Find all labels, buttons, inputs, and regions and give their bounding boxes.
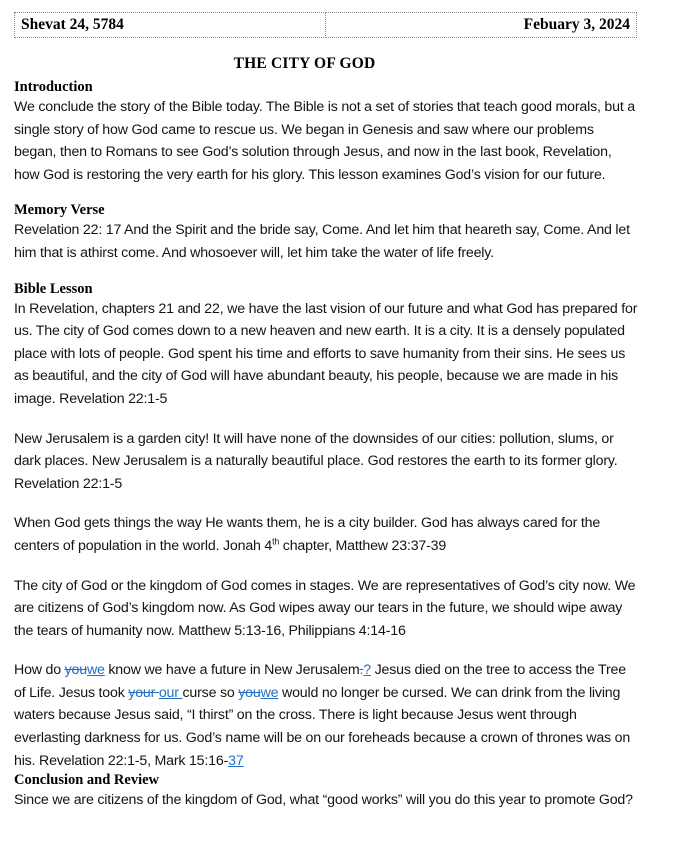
page-title: THE CITY OF GOD bbox=[233, 55, 376, 72]
tracked-insertion-2: ? bbox=[363, 662, 371, 679]
section-heading-memory-verse: Memory Verse bbox=[14, 202, 105, 219]
paragraph-memory-verse: Revelation 22: 17 And the Spirit and the bride say, Come. And let him that heareth say, Come. And let him that is athirst come. And whosoever will, let him take the water of life freely. bbox=[14, 222, 630, 261]
paragraph-bible-lesson-5 bbox=[14, 659, 639, 772]
text-run-5: would no longer be cursed. We can drink from the living waters because Jesus said, “I thirst” on the cross. There is light because Jesus went through everlasting darkness for us. God’s name will be on our foreheads because a crown of thrones was on his. Revelation 22:1-5, Mark 15:16- bbox=[14, 684, 631, 769]
tracked-insertion-5: 37 bbox=[228, 752, 244, 769]
tracked-insertion-4: we bbox=[260, 684, 279, 701]
tracked-insertion-3: our bbox=[158, 684, 183, 701]
text-run-4: curse so bbox=[182, 684, 239, 701]
paragraph-introduction: We conclude the story of the Bible today. The Bible is not a set of stories that teach good morals, but a single story of how God came to rescue us. We began in Genesis and saw where our problems began, then to Romans to see God’s solution through Jesus, and now in the last book, Revelation, how God is restoring the very earth for his glory. This lesson examines God’s vision for our future. bbox=[14, 99, 635, 183]
document-header-table bbox=[14, 12, 637, 38]
tracked-deletion-1: you bbox=[64, 662, 87, 679]
tracked-deletion-4: you bbox=[238, 684, 261, 701]
section-heading-bible-lesson: Bible Lesson bbox=[14, 280, 93, 297]
paragraph-bible-lesson-2: New Jerusalem is a garden city! It will have none of the downsides of our cities: pollution, slums, or dark places. New Jerusalem is a naturally beautiful place. God restores the earth to its former glory. Revelation 22:1-5 bbox=[14, 430, 618, 492]
paragraph-3-text-end: chapter, Matthew 23:37-39 bbox=[279, 537, 447, 554]
header-hebrew-date: Shevat 24, 5784 bbox=[15, 13, 326, 38]
header-row bbox=[15, 13, 637, 38]
section-heading-introduction: Introduction bbox=[14, 79, 93, 95]
text-run-2: know we have a future in New Jerusalem bbox=[104, 662, 360, 679]
tracked-deletion-2: . bbox=[359, 662, 364, 679]
paragraph-bible-lesson-3 bbox=[14, 512, 639, 557]
paragraph-bible-lesson-4: The city of God or the kingdom of God comes in stages. We are representatives of God’s city now. We are citizens of God’s kingdom now. As God wipes away our tears in the future, we should wipe away the tears of humanity now. Matthew 5:13-16, Philippians 4:14-16 bbox=[14, 577, 636, 639]
text-run-3: Jesus died on the tree to access the Tree of Life. Jesus took bbox=[14, 662, 626, 701]
paragraph-3-text-start: When God gets things the way He wants them, he is a city builder. God has always cared for the centers of population in the world. Jonah 4 bbox=[14, 515, 601, 554]
text-run-1: How do bbox=[14, 662, 65, 679]
tracked-insertion-1: we bbox=[86, 662, 105, 679]
paragraph-bible-lesson-1: In Revelation, chapters 21 and 22, we have the last vision of our future and what God has prepared for us. The city of God comes down to a new heaven and new earth. It is a city. It is a densely populated place with lots of people. God spent his time and efforts to save humanity from their sins. He sees us as beautiful, and the city of God will have abundant beauty, his people, because we are made in his image. Revelation 22:1-5 bbox=[14, 300, 638, 407]
section-heading-conclusion: Conclusion and Review bbox=[14, 772, 160, 789]
paragraph-conclusion: Since we are citizens of the kingdom of God, what “good works” will you do this year to promote God? bbox=[14, 792, 633, 809]
header-gregorian-date: Febuary 3, 2024 bbox=[326, 13, 637, 38]
tracked-deletion-3: your bbox=[128, 684, 159, 701]
ordinal-suffix: th bbox=[272, 536, 280, 547]
document-body bbox=[14, 79, 639, 812]
